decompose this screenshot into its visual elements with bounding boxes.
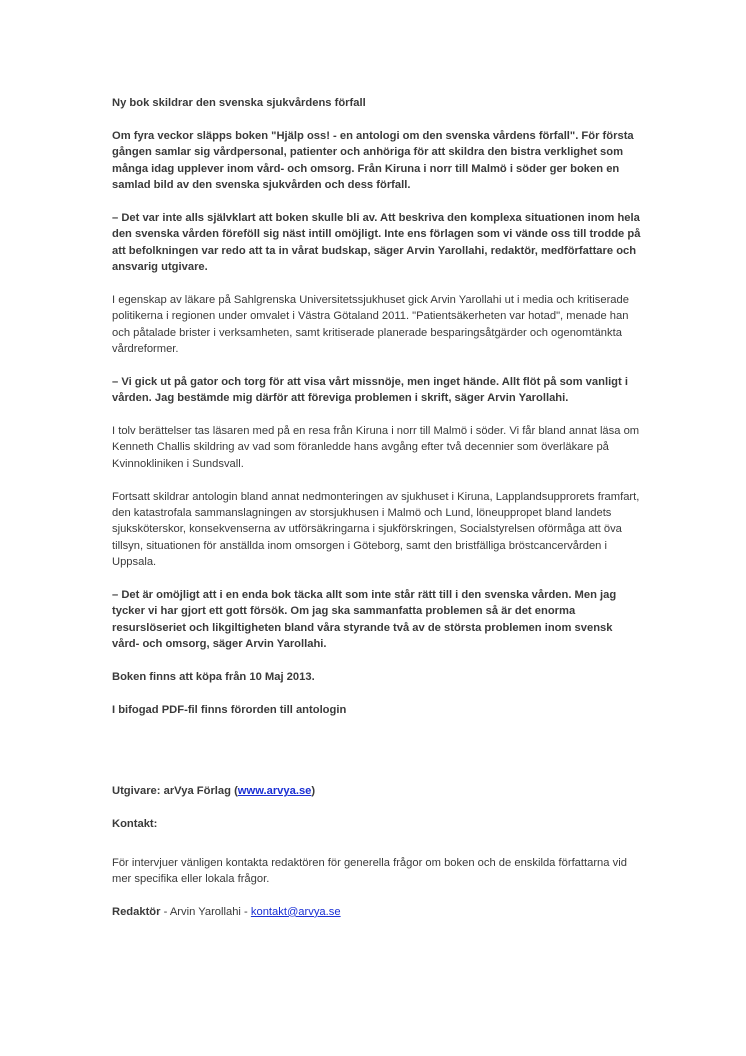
editor-label: Redaktör — [112, 905, 161, 918]
contact-heading: Kontakt: — [112, 818, 158, 831]
editor-email-link[interactable]: kontakt@arvya.se — [250, 905, 341, 918]
publisher-label: Utgivare: arVya Förlag ( — [112, 785, 238, 798]
body-paragraph-2: I tolv berättelser tas läsaren med på en resa från Kiruna i norr till Malmö i söder. Vi får bland annat läsa om Kenneth Challis skildring av vad som föranledde hans avgång efter två decennier som överläkare på Kvinnokliniken i Sundsvall. — [112, 425, 640, 470]
quote-paragraph-2: – Vi gick ut på gator och torg för att visa vårt missnöje, men inget hände. Allt flöt på som vanligt i vården. Jag bestämde mig därför att föreviga problemen i skrift, säger Arvin Yarollahi. — [112, 375, 628, 405]
body-paragraph-3: Fortsatt skildrar antologin bland annat nedmonteringen av sjukhuset i Kiruna, Lapplandsupprorets framfart, den katastrofala sammanslagningen av storsjukhusen i Malmö och Lund, löneuppropet bland landets sjuksköterskor, konsekvenserna av utförsäkringarna i sjukförskringen, Socialstyrelsen oförmåga att öva tillsyn, situationen för anställda inom omsorgen i Göteborg, samt den bristfälliga bröstcancervården i Uppsala. — [112, 490, 640, 569]
attachment-note: I bifogad PDF-fil finns förorden till antologin — [112, 703, 347, 716]
quote-paragraph-3: – Det är omöjligt att i en enda bok täcka allt som inte står rätt till i den svenska vården. Men jag tycker vi har gjort ett gott försök. Om jag ska sammanfatta problemen så är det enorma resurslöseriet och likgiltigheten bland våra styrande två av de största problemen inom svensk vård- och omsorg, säger Arvin Yarollahi. — [112, 589, 617, 651]
publisher-close: ) — [311, 785, 316, 798]
release-date: Boken finns att köpa från 10 Maj 2013. — [112, 671, 315, 684]
publisher-line — [112, 783, 642, 799]
body-paragraph-1: I egenskap av läkare på Sahlgrenska Universitetssjukhuset gick Arvin Yarollahi ut i media och kritiserade politikerna i regionen under omvalet i Västra Götaland 2011. "Patientsäkerheten var hotad", menade han och påtalade brister i verksamheten, samt kritiserade planerade besparingsåtgärder och ogenomtänkta vårdreformer. — [112, 293, 629, 356]
editor-line — [112, 904, 642, 920]
quote-paragraph-1: – Det var inte alls självklart att boken skulle bli av. Att beskriva den komplexa situationen inom hela den svenska vården föreföll sig näst intill omöjligt. Inte ens förlagen som vi vände oss till trodde på att befolkningen var redo att ta in vårat budskap, säger Arvin Yarollahi, redaktör, medförfattare och ansvarig utgivare. — [112, 211, 641, 274]
intro-paragraph: Om fyra veckor släpps boken "Hjälp oss! - en antologi om den svenska vårdens förfall". För första gången samlar sig vårdpersonal, patienter och anhöriga för att skildra den bistra verklighet som många idag upplever inom vård- och omsorg. Från Kiruna i norr till Malmö i söder ger boken en samlad bild av den svenska sjukvården och dess förfall. — [112, 129, 634, 192]
headline: Ny bok skildrar den svenska sjukvårdens förfall — [112, 97, 366, 109]
publisher-link[interactable]: www.arvya.se — [237, 785, 312, 798]
press-release — [112, 95, 642, 920]
editor-separator: - Arvin Yarollahi - — [160, 905, 251, 918]
contact-text: För intervjuer vänligen kontakta redaktören för generella frågor om boken och de enskilda författarna vid mer specifika eller lokala frågor. — [112, 856, 627, 885]
